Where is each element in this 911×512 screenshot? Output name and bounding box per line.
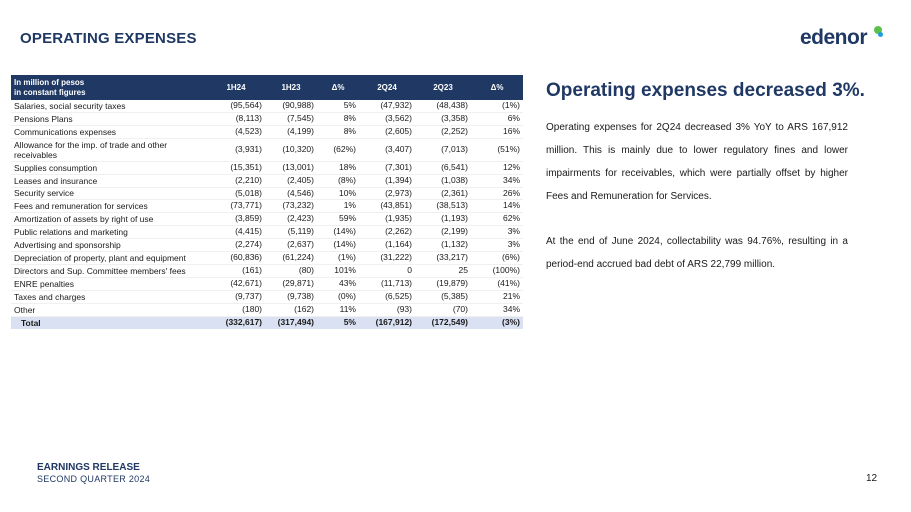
row-value: (2,252) — [415, 125, 471, 138]
row-value: (4,415) — [207, 226, 265, 239]
table-header-label: In million of pesos in constant figures — [11, 75, 207, 100]
table-row — [11, 213, 523, 226]
table-row — [11, 100, 523, 112]
row-value: 34% — [471, 303, 523, 316]
table-row — [11, 112, 523, 125]
row-value: (3,562) — [359, 112, 415, 125]
row-value: (62%) — [317, 138, 359, 161]
row-value: (7,301) — [359, 161, 415, 174]
row-value: 43% — [317, 277, 359, 290]
page-number: 12 — [866, 473, 878, 484]
row-value: 11% — [317, 303, 359, 316]
row-value: 10% — [317, 187, 359, 200]
row-value: 21% — [471, 290, 523, 303]
row-label: Total — [11, 316, 207, 328]
col-header: 2Q24 — [359, 75, 415, 100]
row-value: (6%) — [471, 252, 523, 265]
table-header-row — [11, 75, 523, 100]
row-value: (3,931) — [207, 138, 265, 161]
row-label: Other — [11, 303, 207, 316]
row-value: (1,038) — [415, 174, 471, 187]
row-value: (4,523) — [207, 125, 265, 138]
table-row — [11, 290, 523, 303]
row-value: 3% — [471, 239, 523, 252]
footer-title: EARNINGS RELEASE — [37, 462, 140, 473]
row-value: (15,351) — [207, 161, 265, 174]
row-value: 8% — [317, 112, 359, 125]
row-value: (5,018) — [207, 187, 265, 200]
row-label: Security service — [11, 187, 207, 200]
row-value: 34% — [471, 174, 523, 187]
row-value: (1,132) — [415, 239, 471, 252]
table-row — [11, 161, 523, 174]
row-value: (1,193) — [415, 213, 471, 226]
row-value: (162) — [265, 303, 317, 316]
row-label: Taxes and charges — [11, 290, 207, 303]
row-value: (2,637) — [265, 239, 317, 252]
row-value: (90,988) — [265, 100, 317, 112]
row-value: 1% — [317, 200, 359, 213]
table-row — [11, 303, 523, 316]
row-value: (3,358) — [415, 112, 471, 125]
col-header: Δ% — [471, 75, 523, 100]
row-label: ENRE penalties — [11, 277, 207, 290]
row-value: (60,836) — [207, 252, 265, 265]
row-value: (3,859) — [207, 213, 265, 226]
row-value: (13,001) — [265, 161, 317, 174]
row-value: 5% — [317, 316, 359, 328]
row-value: (8,113) — [207, 112, 265, 125]
row-value: 25 — [415, 264, 471, 277]
table-row — [11, 125, 523, 138]
table-row — [11, 174, 523, 187]
row-value: 18% — [317, 161, 359, 174]
row-value: (317,494) — [265, 316, 317, 328]
commentary-paragraph-1: Operating expenses for 2Q24 decreased 3% YoY to ARS 167,912 million. This is mainly due to lower regulatory fines and lower impairments for receivables, which were partially offset by higher Fees and Remuneration for Services. — [546, 122, 848, 202]
col-header: Δ% — [317, 75, 359, 100]
col-header: 1H23 — [265, 75, 317, 100]
row-value: 0 — [359, 264, 415, 277]
row-label: Pensions Plans — [11, 112, 207, 125]
row-value: (1,935) — [359, 213, 415, 226]
row-value: (31,222) — [359, 252, 415, 265]
table-row — [11, 252, 523, 265]
row-value: (4,199) — [265, 125, 317, 138]
row-value: (7,545) — [265, 112, 317, 125]
logo-text: edenor — [800, 26, 868, 49]
row-value: (47,932) — [359, 100, 415, 112]
table-row — [11, 187, 523, 200]
row-value: (9,737) — [207, 290, 265, 303]
row-value: (2,423) — [265, 213, 317, 226]
row-value: (1,394) — [359, 174, 415, 187]
row-value: (5,385) — [415, 290, 471, 303]
row-value: (9,738) — [265, 290, 317, 303]
row-value: 62% — [471, 213, 523, 226]
col-header: 2Q23 — [415, 75, 471, 100]
row-value: (51%) — [471, 138, 523, 161]
row-value: (2,262) — [359, 226, 415, 239]
row-value: (14%) — [317, 226, 359, 239]
row-value: (19,879) — [415, 277, 471, 290]
row-label: Depreciation of property, plant and equipment — [11, 252, 207, 265]
row-value: (3,407) — [359, 138, 415, 161]
commentary-paragraph-2: At the end of June 2024, collectability was 94.76%, resulting in a period-end accrued bad debt of ARS 22,799 million. — [546, 236, 848, 270]
row-value: (48,438) — [415, 100, 471, 112]
row-label: Salaries, social security taxes — [11, 100, 207, 112]
row-value: (2,605) — [359, 125, 415, 138]
row-value: 16% — [471, 125, 523, 138]
row-value: (3%) — [471, 316, 523, 328]
logo-dot-blue — [878, 32, 883, 37]
row-value: (180) — [207, 303, 265, 316]
table-row — [11, 277, 523, 290]
row-value: (42,671) — [207, 277, 265, 290]
table-row — [11, 264, 523, 277]
footer-subtitle: SECOND QUARTER 2024 — [37, 474, 151, 484]
row-value: (61,224) — [265, 252, 317, 265]
row-label: Fees and remuneration for services — [11, 200, 207, 213]
row-value: (2,405) — [265, 174, 317, 187]
row-value: (1%) — [317, 252, 359, 265]
row-value: (0%) — [317, 290, 359, 303]
row-label: Leases and insurance — [11, 174, 207, 187]
row-value: (10,320) — [265, 138, 317, 161]
row-value: (2,361) — [415, 187, 471, 200]
row-value: (11,713) — [359, 277, 415, 290]
row-label: Directors and Sup. Committee members' fees — [11, 264, 207, 277]
row-value: (6,541) — [415, 161, 471, 174]
row-value: (73,232) — [265, 200, 317, 213]
row-value: (80) — [265, 264, 317, 277]
row-value: (167,912) — [359, 316, 415, 328]
row-value: (29,871) — [265, 277, 317, 290]
row-value: (1%) — [471, 100, 523, 112]
table-total-row — [11, 316, 523, 328]
operating-expenses-table — [11, 75, 523, 329]
table-row — [11, 200, 523, 213]
row-value: (43,851) — [359, 200, 415, 213]
row-value: (161) — [207, 264, 265, 277]
row-value: 59% — [317, 213, 359, 226]
row-value: (38,513) — [415, 200, 471, 213]
table-row — [11, 239, 523, 252]
row-value: (8%) — [317, 174, 359, 187]
row-value: (100%) — [471, 264, 523, 277]
row-value: 101% — [317, 264, 359, 277]
row-value: 14% — [471, 200, 523, 213]
table-row — [11, 138, 523, 161]
row-value: (2,199) — [415, 226, 471, 239]
row-value: 26% — [471, 187, 523, 200]
row-value: (7,013) — [415, 138, 471, 161]
row-value: (2,274) — [207, 239, 265, 252]
row-value: (70) — [415, 303, 471, 316]
row-value: (5,119) — [265, 226, 317, 239]
row-value: (95,564) — [207, 100, 265, 112]
table-row — [11, 226, 523, 239]
row-value: (93) — [359, 303, 415, 316]
row-label: Allowance for the imp. of trade and other receivables — [11, 138, 207, 161]
row-value: (1,164) — [359, 239, 415, 252]
row-value: (6,525) — [359, 290, 415, 303]
edenor-logo — [800, 26, 886, 52]
row-value: 12% — [471, 161, 523, 174]
row-value: (172,549) — [415, 316, 471, 328]
row-value: 6% — [471, 112, 523, 125]
row-value: (2,210) — [207, 174, 265, 187]
row-value: (2,973) — [359, 187, 415, 200]
row-value: (332,617) — [207, 316, 265, 328]
row-value: (4,546) — [265, 187, 317, 200]
row-value: (41%) — [471, 277, 523, 290]
row-label: Communications expenses — [11, 125, 207, 138]
row-value: 8% — [317, 125, 359, 138]
row-value: (73,771) — [207, 200, 265, 213]
row-value: 5% — [317, 100, 359, 112]
row-label: Supplies consumption — [11, 161, 207, 174]
commentary-heading: Operating expenses decreased 3%. — [546, 80, 865, 101]
col-header: 1H24 — [207, 75, 265, 100]
row-value: (33,217) — [415, 252, 471, 265]
row-value: 3% — [471, 226, 523, 239]
page-title: OPERATING EXPENSES — [20, 30, 197, 47]
row-label: Public relations and marketing — [11, 226, 207, 239]
row-label: Amortization of assets by right of use — [11, 213, 207, 226]
row-value: (14%) — [317, 239, 359, 252]
row-label: Advertising and sponsorship — [11, 239, 207, 252]
